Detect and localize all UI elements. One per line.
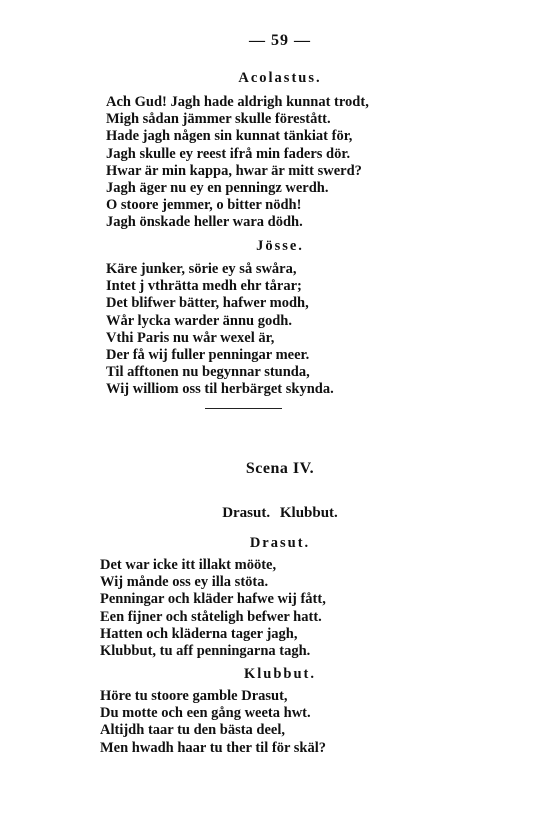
- verse-line: Ach Gud! Jagh hade aldrigh kunnat trodt,: [106, 94, 369, 110]
- verse-acolastus: [106, 94, 369, 232]
- scene-characters: Drasut. Klubbut.: [222, 505, 338, 521]
- verse-line: Jagh skulle ey reest ifrå min faders dör.: [106, 145, 351, 162]
- verse-line: Migh sådan jämmer skulle förestått.: [106, 111, 331, 128]
- verse-line: Käre junker, sörie ey så swåra,: [106, 261, 297, 277]
- verse-line: Men hwadh haar tu ther til för skäl?: [100, 739, 326, 756]
- verse-line: Til afftonen nu begynnar stunda,: [106, 364, 310, 381]
- verse-line: Det blifwer bätter, hafwer modh,: [106, 295, 309, 312]
- verse-line: Det war icke itt illakt mööte,: [100, 557, 277, 573]
- verse-line: Jagh äger nu ey en penningz werdh.: [106, 180, 329, 197]
- verse-line: Wij williom oss til herbärget skynda.: [106, 381, 334, 398]
- verse-line: Hade jagh någen sin kunnat tänkiat för,: [106, 128, 353, 145]
- verse-line: Klubbut, tu aff penningarna tagh.: [100, 643, 311, 660]
- page-number: — 59 —: [249, 32, 311, 49]
- verse-line: Intet j vthrätta medh ehr tårar;: [106, 278, 302, 295]
- speaker-josse: Jösse.: [256, 238, 304, 254]
- verse-line: Vthi Paris nu wår wexel är,: [106, 329, 275, 346]
- verse-line: Penningar och kläder hafwe wij fått,: [100, 591, 326, 608]
- verse-line: Een fijner och ståteligh befwer hatt.: [100, 608, 322, 625]
- verse-line: Hatten och kläderna tager jagh,: [100, 625, 298, 642]
- verse-line: Höre tu stoore gamble Drasut,: [100, 688, 288, 704]
- verse-line: Jagh önskade heller wara dödh.: [106, 214, 303, 231]
- section-divider: [205, 408, 282, 409]
- scene-title: Scena IV.: [245, 460, 315, 477]
- speaker-klubbut: Klubbut.: [243, 666, 317, 682]
- verse-josse: [106, 261, 334, 399]
- speaker-acolastus: Acolastus.: [238, 70, 322, 86]
- verse-line: Hwar är min kappa, hwar är mitt swerd?: [106, 162, 362, 179]
- speaker-drasut: Drasut.: [249, 535, 311, 551]
- verse-line: O stoore jemmer, o bitter nödh!: [106, 197, 302, 214]
- verse-line: Altijdh taar tu den bästa deel,: [100, 722, 286, 739]
- verse-drasut: [100, 557, 326, 660]
- verse-line: Wår lycka warder ännu godh.: [106, 312, 292, 329]
- verse-line: Du motte och een gång weeta hwt.: [100, 705, 311, 722]
- verse-line: Der få wij fuller penningar meer.: [106, 347, 310, 364]
- verse-line: Wij månde oss ey illa stöta.: [100, 574, 269, 591]
- verse-klubbut: [100, 688, 326, 757]
